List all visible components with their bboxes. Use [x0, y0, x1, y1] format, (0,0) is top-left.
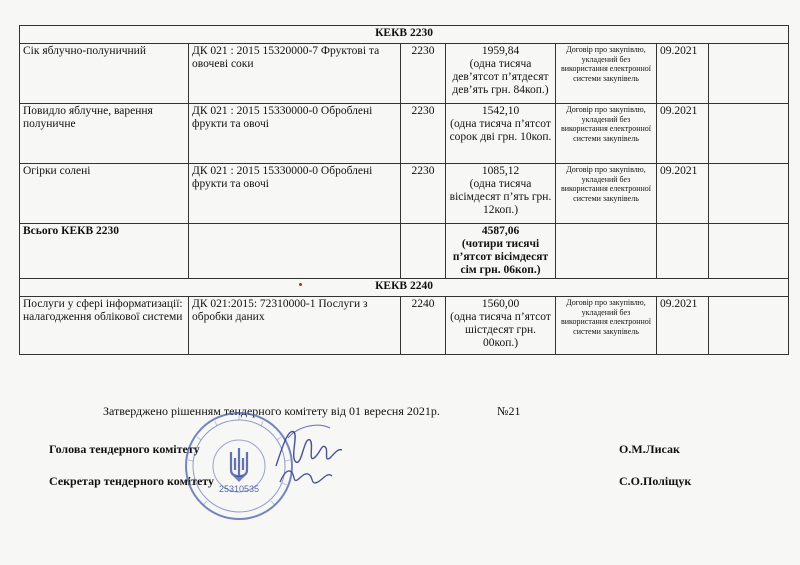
amount-cell — [446, 297, 556, 355]
secretary-label: Секретар тендерного комітету — [49, 474, 215, 488]
procedure-type: Договір про закупівлю, укладений без використання електронної системи закупівель — [556, 297, 657, 355]
amount-cell — [446, 44, 556, 104]
amount-value: 1542,10 — [481, 105, 520, 117]
procedure-type: Договір про закупівлю, укладений без використання електронної системи закупівель — [556, 164, 657, 224]
empty-cell — [709, 164, 789, 224]
kekv-code: 2230 — [401, 164, 446, 224]
amount-words: (одна тисяча вісімдесят п’ять грн. 12коп.) — [449, 178, 552, 216]
procedure-type: Договір про закупівлю, укладений без використання електронної системи закупівель — [556, 44, 657, 104]
total-amount-value: 4587,06 — [481, 225, 520, 237]
approval-text: Затверджено рішенням тендерного комітету від 01 вересня 2021р. — [103, 404, 440, 418]
approval-number: №21 — [497, 404, 521, 418]
amount-cell — [446, 104, 556, 164]
empty-cell — [401, 224, 446, 279]
table-row — [20, 104, 789, 164]
chair-label: Голова тендерного комітету — [49, 442, 200, 456]
item-name: Сік яблучно-полуничний — [20, 44, 189, 104]
purchase-date: 09.2021 — [657, 104, 709, 164]
item-name: Послуги у сфері інформатизації: налагодження облікової системи — [20, 297, 189, 355]
red-dot-mark — [299, 283, 302, 286]
empty-cell — [709, 224, 789, 279]
purchase-date: 09.2021 — [657, 164, 709, 224]
amount-words: (одна тисяча п’ятсот сорок дві грн. 10коп. — [449, 118, 552, 143]
empty-cell — [189, 224, 401, 279]
amount-words: (одна тисяча п’ятсот шістдесят грн. 00коп.) — [450, 311, 551, 349]
kekv-code: 2230 — [401, 104, 446, 164]
section-header-2230: КЕКВ 2230 — [20, 26, 789, 44]
empty-cell — [709, 104, 789, 164]
secretary-signature — [276, 462, 336, 492]
cpv-code: ДК 021 : 2015 15330000-0 Оброблені фрукти та овочі — [189, 104, 401, 164]
item-name: Повидло яблучне, варення полуничне — [20, 104, 189, 164]
item-name: Огірки солені — [20, 164, 189, 224]
table-row — [20, 44, 789, 104]
cpv-code: ДК 021 : 2015 15320000-7 Фруктові та овочеві соки — [189, 44, 401, 104]
procurement-table — [19, 25, 789, 355]
empty-cell — [709, 297, 789, 355]
empty-cell — [709, 44, 789, 104]
total-amount-cell — [446, 224, 556, 279]
kekv-code: 2240 — [401, 297, 446, 355]
empty-cell — [556, 224, 657, 279]
cpv-code: ДК 021:2015: 72310000-1 Послуги з обробки даних — [189, 297, 401, 355]
total-label: Всього КЕКВ 2230 — [20, 224, 189, 279]
table-row — [20, 297, 789, 355]
procedure-type: Договір про закупівлю, укладений без використання електронної системи закупівель — [556, 104, 657, 164]
stamp-code: 25310535 — [218, 484, 260, 494]
table-row — [20, 164, 789, 224]
secretary-name: С.О.Поліщук — [619, 474, 692, 488]
total-row — [20, 224, 789, 279]
purchase-date: 09.2021 — [657, 44, 709, 104]
amount-words: (одна тисяча дев’ятсот п’ятдесят дев’ять грн. 84коп.) — [452, 58, 549, 96]
amount-cell — [446, 164, 556, 224]
amount-value: 1560,00 — [481, 298, 520, 310]
amount-value: 1959,84 — [481, 45, 520, 57]
empty-cell — [657, 224, 709, 279]
total-amount-words: (чотири тисячі п’ятсот вісімдесят сім грн. 06коп.) — [452, 238, 549, 276]
amount-value: 1085,12 — [481, 165, 520, 177]
bleed-through-text — [300, 8, 303, 20]
kekv-code: 2230 — [401, 44, 446, 104]
purchase-date: 09.2021 — [657, 297, 709, 355]
section-header-2240: КЕКВ 2240 — [20, 279, 789, 297]
chair-name: О.М.Лисак — [619, 442, 680, 456]
cpv-code: ДК 021 : 2015 15330000-0 Оброблені фрукти та овочі — [189, 164, 401, 224]
